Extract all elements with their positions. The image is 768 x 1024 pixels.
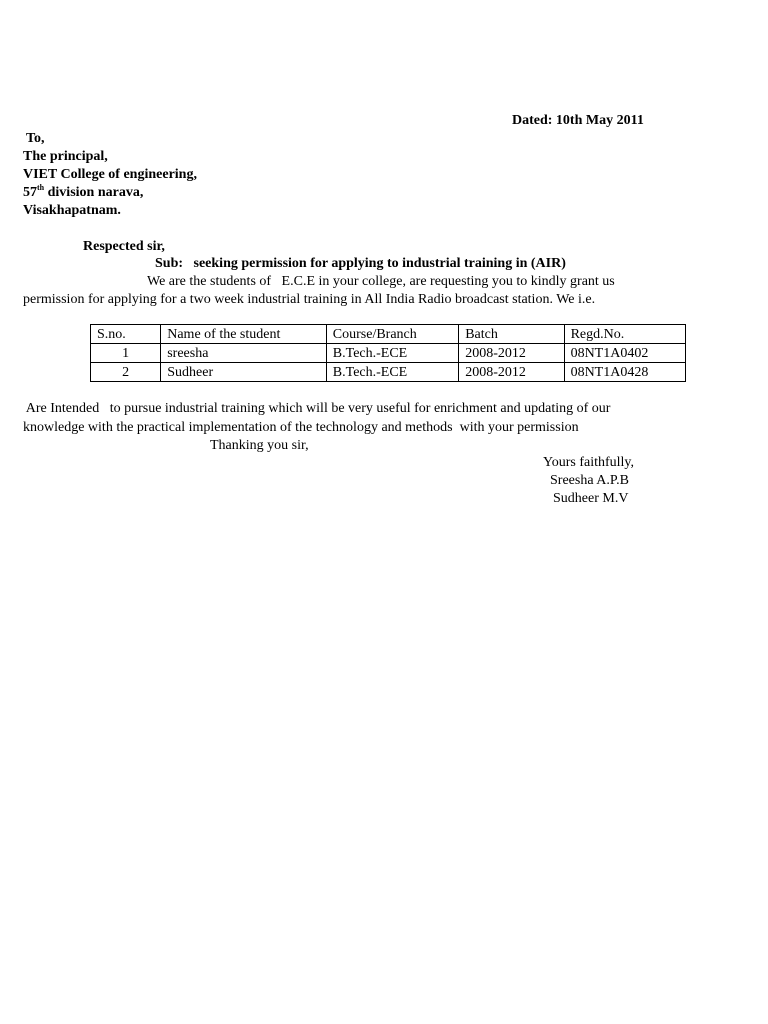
- header-regd: Regd.No.: [564, 325, 685, 344]
- closing-line-1: Are Intended to pursue industrial training which will be very useful for enrichment and updating of our: [23, 401, 611, 416]
- signature-1: Sreesha A.P.B: [550, 473, 629, 488]
- cell-batch: 2008-2012: [459, 363, 564, 382]
- addressee-ordinal-suffix: th: [37, 183, 45, 192]
- header-batch: Batch: [459, 325, 564, 344]
- header-sno: S.no.: [91, 325, 161, 344]
- header-name: Name of the student: [161, 325, 327, 344]
- addressee-line-2: VIET College of engineering,: [23, 167, 197, 182]
- cell-name: sreesha: [161, 344, 327, 363]
- signature-2: Sudheer M.V: [553, 491, 629, 506]
- table-row: [91, 344, 686, 363]
- table-row: [91, 363, 686, 382]
- cell-batch: 2008-2012: [459, 344, 564, 363]
- header-course: Course/Branch: [326, 325, 458, 344]
- addressee-number: 57: [23, 185, 37, 200]
- cell-sno: 1: [91, 344, 161, 363]
- cell-regd: 08NT1A0402: [564, 344, 685, 363]
- cell-sno: 2: [91, 363, 161, 382]
- letter-date: Dated: 10th May 2011: [512, 113, 644, 128]
- salutation: Respected sir,: [83, 239, 165, 254]
- cell-course: B.Tech.-ECE: [326, 344, 458, 363]
- addressee-line-4: Visakhapatnam.: [23, 203, 121, 218]
- closing-line-2: knowledge with the practical implementation of the technology and methods with your permission: [23, 420, 579, 435]
- to-line: To,: [26, 131, 45, 146]
- signoff: Yours faithfully,: [543, 455, 635, 470]
- addressee-division: division narava,: [44, 185, 144, 200]
- addressee-line-1: The principal,: [23, 149, 108, 164]
- students-table: [90, 324, 686, 382]
- cell-name: Sudheer: [161, 363, 327, 382]
- cell-course: B.Tech.-ECE: [326, 363, 458, 382]
- body-line-1: We are the students of E.C.E in your college, are requesting you to kindly grant us: [147, 274, 615, 289]
- table-header-row: [91, 325, 686, 344]
- addressee-line-3: [23, 184, 143, 202]
- body-line-2: permission for applying for a two week industrial training in All India Radio broadcast station. We i.e.: [23, 292, 596, 307]
- thanks-line: Thanking you sir,: [210, 438, 309, 453]
- subject-line: Sub: seeking permission for applying to industrial training in (AIR): [155, 256, 566, 271]
- cell-regd: 08NT1A0428: [564, 363, 685, 382]
